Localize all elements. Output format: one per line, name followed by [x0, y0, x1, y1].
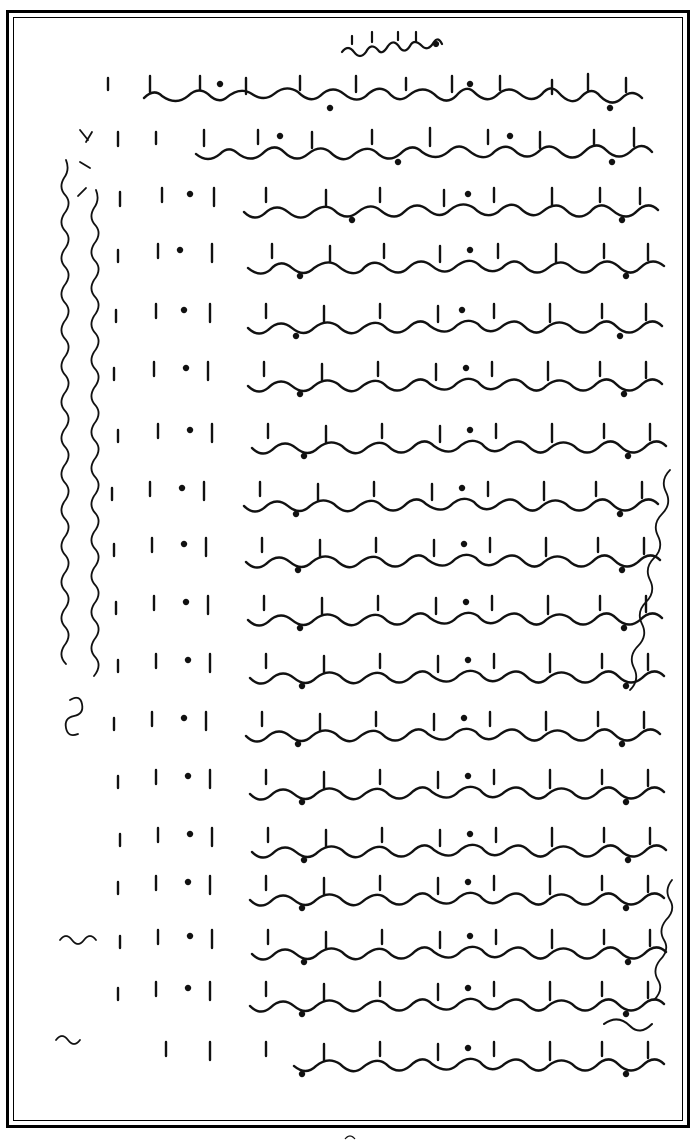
script-line-6: [114, 362, 662, 396]
script-line-4: [118, 244, 664, 278]
script-line-15: [118, 876, 664, 910]
script-line-13: [118, 770, 664, 804]
script-line-17: [118, 982, 664, 1016]
script-line-5: [116, 304, 662, 338]
script-line-11: [118, 654, 664, 688]
script-line-7: [118, 424, 666, 458]
script-line-9: [114, 538, 660, 572]
script-line-2: [118, 128, 652, 164]
heading-basmala: [342, 32, 442, 56]
script-line-14: [120, 828, 666, 862]
script-line-18: [166, 1042, 664, 1076]
script-line-16: [120, 930, 666, 964]
script-line-8: [112, 482, 658, 516]
script-line-1: [108, 74, 642, 110]
script-line-3: [120, 188, 658, 222]
script-line-10: [116, 596, 662, 630]
flourish-mark: [604, 1019, 652, 1030]
bottom-mark: [335, 1131, 365, 1141]
margin-notes-right: [630, 470, 672, 1000]
script-line-12: [114, 712, 660, 746]
margin-notes-left: [56, 130, 99, 1044]
